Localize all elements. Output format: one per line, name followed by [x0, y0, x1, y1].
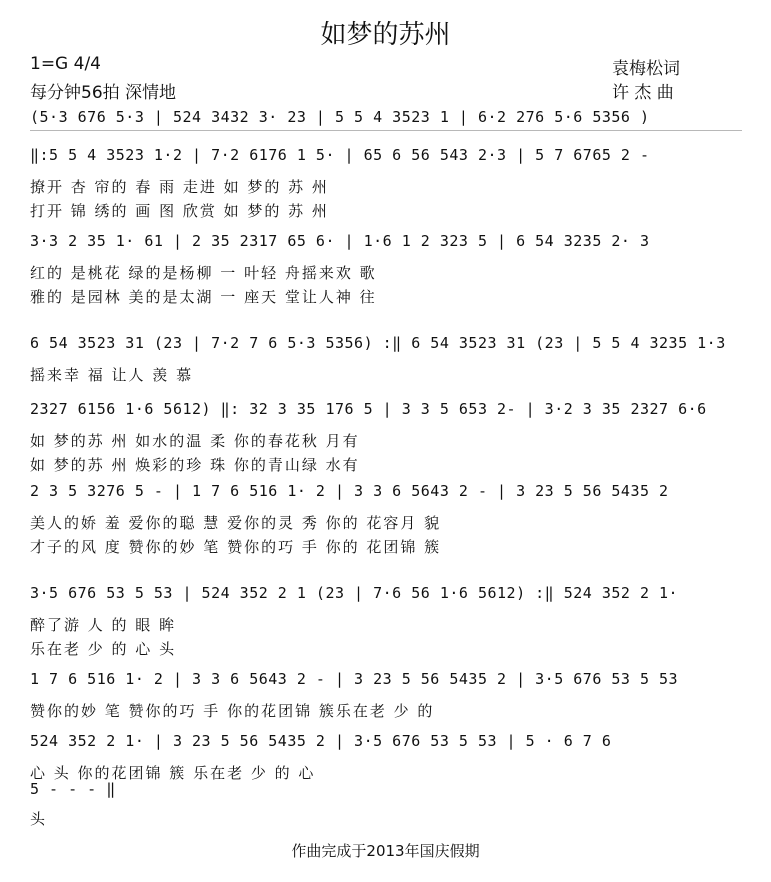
- notation-line: 3·3 2 35 1· 61 | 2 35 2317 65 6· | 1·6 1 2 323 5 | 6 54 3235 2· 3: [30, 232, 650, 250]
- lyric-line-1: 撩开 杏 帘的 春 雨 走进 如 梦的 苏 州: [30, 178, 329, 196]
- lyricist-credit: 袁梅松词: [612, 59, 680, 79]
- tempo-marking: 每分钟56拍 深情地: [30, 83, 177, 103]
- beam-line: [30, 130, 742, 139]
- lyric-line-1: 赞你的妙 笔 赞你的巧 手 你的花团锦 簇乐在老 少 的: [30, 702, 435, 720]
- lyric-line-2: 如 梦的苏 州 焕彩的珍 珠 你的青山绿 水有: [30, 456, 360, 474]
- lyric-line-2: 雅的 是园林 美的是太湖 一 座天 堂让人神 往: [30, 288, 377, 306]
- lyric-line-1: 美人的娇 羞 爱你的聪 慧 爱你的灵 秀 你的 花容月 貌: [30, 514, 442, 532]
- lyric-line-1: 如 梦的苏 州 如水的温 柔 你的春花秋 月有: [30, 432, 360, 450]
- notation-line: 524 352 2 1· | 3 23 5 56 5435 2 | 3·5 676 53 5 53 | 5 · 6 7 6: [30, 732, 612, 750]
- notation-line: 1 7 6 516 1· 2 | 3 3 6 5643 2 - | 3 23 5 56 5435 2 | 3·5 676 53 5 53: [30, 670, 679, 688]
- composer-credit: 许 杰 曲: [612, 83, 674, 103]
- notation-line: 2 3 5 3276 5 - | 1 7 6 516 1· 2 | 3 3 6 5643 2 - | 3 23 5 56 5435 2: [30, 482, 669, 500]
- notation-line: 2327 6156 1·6 5612) ‖: 32 3 35 176 5 | 3 3 5 653 2- | 3·2 3 35 2327 6·6: [30, 400, 707, 418]
- notation-line: 5 - - - ‖: [30, 780, 116, 798]
- notation-line: (5·3 676 5·3 | 524 3432 3· 23 | 5 5 4 3523 1 | 6·2 276 5·6 5356 ): [30, 108, 650, 126]
- lyric-line-1: 头: [30, 810, 48, 828]
- composition-note: 作曲完成于2013年国庆假期: [291, 842, 480, 860]
- notation-line: ‖:5 5 4 3523 1·2 | 7·2 6176 1 5· | 65 6 56 543 2·3 | 5 7 6765 2 -: [30, 146, 650, 164]
- lyric-line-1: 红的 是桃花 绿的是杨柳 一 叶轻 舟摇来欢 歌: [30, 264, 377, 282]
- key-signature: 1=G 4/4: [30, 54, 101, 74]
- song-title: 如梦的苏州: [320, 20, 451, 50]
- lyric-line-2: 才子的风 度 赞你的妙 笔 赞你的巧 手 你的 花团锦 簇: [30, 538, 442, 556]
- lyric-line-1: 心 头 你的花团锦 簇 乐在老 少 的 心: [30, 764, 316, 782]
- notation-line: 6 54 3523 31 (23 | 7·2 7 6 5·3 5356) :‖ 6 54 3523 31 (23 | 5 5 4 3235 1·3: [30, 334, 726, 352]
- lyric-line-1: 醉了游 人 的 眼 眸: [30, 616, 177, 634]
- notation-line: 3·5 676 53 5 53 | 524 352 2 1 (23 | 7·6 56 1·6 5612) :‖ 524 352 2 1·: [30, 584, 679, 602]
- lyric-line-2: 打开 锦 绣的 画 图 欣赏 如 梦的 苏 州: [30, 202, 329, 220]
- lyric-line-2: 乐在老 少 的 心 头: [30, 640, 177, 658]
- lyric-line-1: 摇来幸 福 让人 羡 慕: [30, 366, 194, 384]
